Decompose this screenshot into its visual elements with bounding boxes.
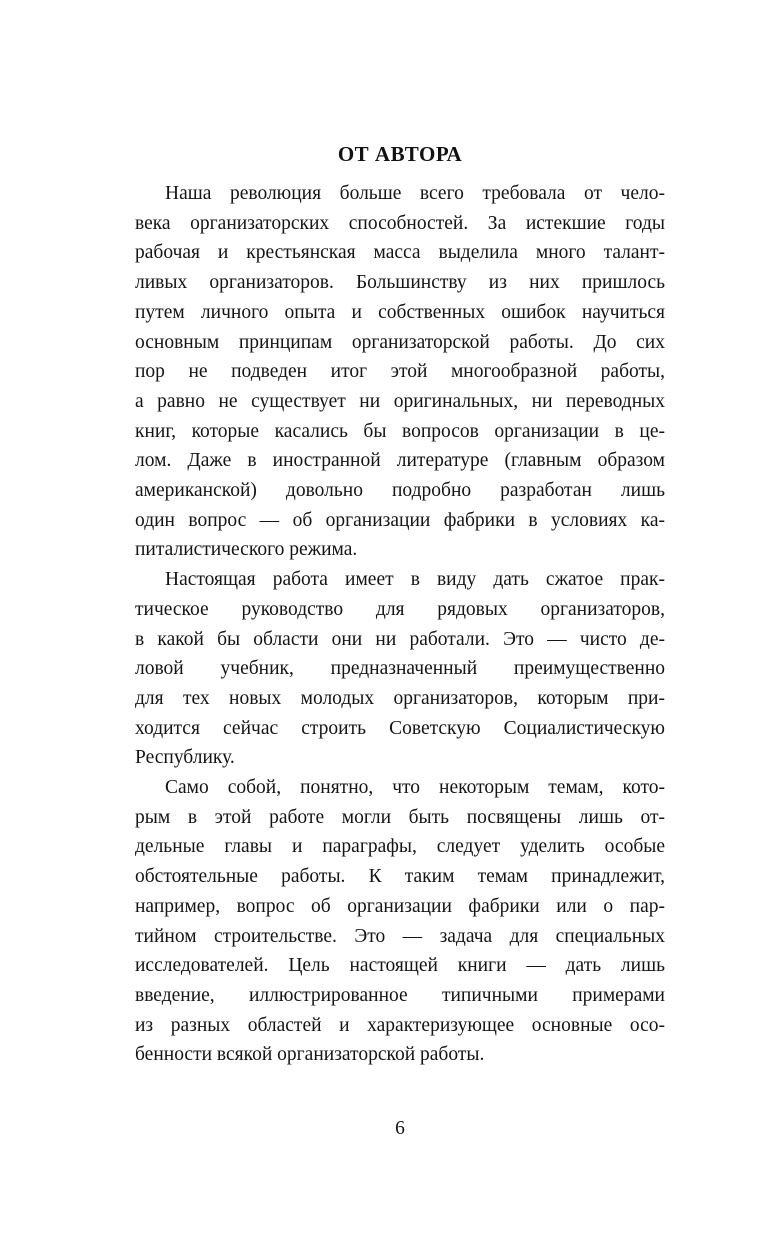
text-line: пор не подведен итог этой многообразной работы, — [135, 361, 665, 383]
text-line: рым в этой работе могли быть посвящены лишь от- — [135, 806, 665, 828]
text-line: ловой учебник, предназначенный преимущественно — [135, 658, 665, 680]
text-line: исследователей. Цель настоящей книги — дать лишь — [135, 955, 665, 977]
text-line: века организаторских способностей. За истекшие годы — [135, 212, 665, 234]
text-line: бенности всякой организаторской работы. — [135, 1044, 485, 1066]
text-line: один вопрос — об организации фабрики в условиях ка- — [135, 509, 665, 531]
text-line: дельные главы и параграфы, следует уделить особые — [135, 836, 665, 858]
page-title: ОТ АВТОРА — [337, 142, 463, 166]
text-line: обстоятельные работы. К таким темам принадлежит, — [135, 866, 665, 888]
text-line: питалистического режима. — [135, 539, 358, 561]
text-line: американской) довольно подробно разработан лишь — [135, 480, 665, 502]
page-number: 6 — [395, 1118, 405, 1139]
text-block — [135, 179, 665, 1070]
text-line: тийном строительстве. Это — задача для специальных — [135, 925, 665, 947]
paragraph — [135, 565, 665, 773]
text-line: лом. Даже в иностранной литературе (главным образом — [135, 450, 665, 472]
text-line: путем личного опыта и собственных ошибок научиться — [135, 301, 665, 323]
text-line: Само собой, понятно, что некоторым темам, кото- — [165, 777, 665, 799]
text-line: ходится сейчас строить Советскую Социалистическую — [135, 717, 665, 739]
text-line: Республику. — [135, 747, 235, 769]
text-line: книг, которые касались бы вопросов организации в це- — [135, 420, 665, 442]
text-line: основным принципам организаторской работы. До сих — [135, 331, 665, 353]
text-line: для тех новых молодых организаторов, которым при- — [135, 687, 665, 709]
text-line: Наша революция больше всего требовала от чело- — [165, 183, 665, 204]
text-line: тическое руководство для рядовых организаторов, — [135, 598, 665, 620]
text-line: ливых организаторов. Большинству из них пришлось — [135, 272, 665, 294]
text-line: из разных областей и характеризующее основные осо- — [135, 1014, 665, 1036]
text-line: Настоящая работа имеет в виду дать сжатое прак- — [165, 569, 665, 591]
text-line: введение, иллюстрированное типичными примерами — [135, 984, 665, 1006]
text-line: в какой бы области они ни работали. Это — чисто де- — [135, 628, 665, 650]
paragraph — [135, 773, 665, 1070]
paragraph — [135, 179, 665, 565]
text-line: например, вопрос об организации фабрики или о пар- — [135, 895, 665, 917]
text-line: а равно не существует ни оригинальных, ни переводных — [135, 390, 665, 412]
text-line: рабочая и крестьянская масса выделила много талант- — [135, 242, 665, 264]
